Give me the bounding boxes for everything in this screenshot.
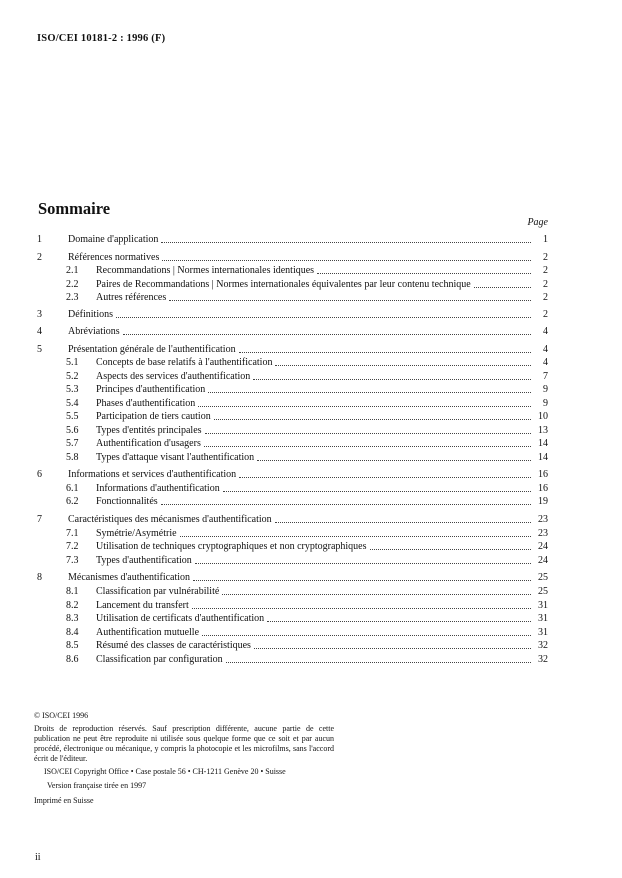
toc-entry-page: 31 [538, 627, 548, 638]
toc-entry [37, 325, 548, 338]
toc-entry-page: 14 [538, 438, 548, 449]
toc-dot-leader [192, 607, 531, 609]
toc-entry-page: 7 [543, 371, 548, 382]
page-number: ii [35, 852, 41, 863]
toc-entry [37, 513, 548, 526]
toc-entry-title: Principes d'authentification [96, 384, 206, 395]
toc-dot-leader [161, 241, 531, 243]
toc-entry [37, 571, 548, 584]
toc-entry [37, 410, 548, 423]
toc-entry-title: Autres références [96, 292, 167, 303]
toc-dot-leader [169, 299, 531, 301]
toc-entry-page: 32 [538, 654, 548, 665]
toc-entry-title: Définitions [68, 309, 113, 320]
toc-dot-leader [208, 391, 531, 393]
toc-entry-title: Fonctionnalités [96, 496, 158, 507]
toc-entry-title: Types d'entités principales [96, 425, 202, 436]
toc-entry-number: 8.2 [66, 600, 79, 611]
toc-entry [37, 251, 548, 264]
toc-entry [37, 278, 548, 291]
toc-entry [37, 264, 548, 277]
toc-dot-leader [317, 272, 531, 274]
toc-entry-page: 1 [543, 234, 548, 245]
document-reference: ISO/CEI 10181-2 : 1996 (F) [37, 33, 166, 44]
toc-dot-leader [161, 503, 531, 505]
toc-entry [37, 437, 548, 450]
toc-entry-page: 31 [538, 600, 548, 611]
toc-entry-page: 9 [543, 398, 548, 409]
toc-entry-title: Informations d'authentification [96, 483, 220, 494]
toc-entry-page: 23 [538, 514, 548, 525]
toc-entry-title: Références normatives [68, 252, 160, 263]
page-title: Sommaire [38, 199, 111, 218]
toc-entry-page: 24 [538, 541, 548, 552]
toc-entry-title: Résumé des classes de caractéristiques [96, 640, 251, 651]
toc-entry-number: 8.1 [66, 586, 79, 597]
toc-entry-number: 7.3 [66, 555, 79, 566]
toc-dot-leader [198, 405, 531, 407]
toc-entry-page: 2 [543, 292, 548, 303]
toc-entry-page: 31 [538, 613, 548, 624]
toc-dot-leader [123, 333, 531, 335]
toc-entry-number: 1 [37, 234, 42, 245]
version-note: Version française tirée en 1997 [47, 781, 147, 790]
toc-entry-number: 7.1 [66, 528, 79, 539]
toc-entry-number: 3 [37, 309, 42, 320]
toc-entry-number: 7 [37, 514, 42, 525]
toc-entry-title: Abréviations [68, 326, 120, 337]
toc-entry-title: Concepts de base relatifs à l'authentification [96, 357, 273, 368]
toc-entry [37, 424, 548, 437]
toc-dot-leader [275, 364, 531, 366]
toc-entry-title: Informations et services d'authentification [68, 469, 237, 480]
toc-entry-number: 4 [37, 326, 42, 337]
toc-dot-leader [223, 490, 531, 492]
toc-dot-leader [205, 432, 531, 434]
toc-dot-leader [226, 661, 531, 663]
toc-dot-leader [214, 418, 531, 420]
toc-entry-title: Authentification d'usagers [96, 438, 201, 449]
toc-entry-page: 16 [538, 469, 548, 480]
toc-dot-leader [195, 562, 531, 564]
toc-entry-title: Authentification mutuelle [96, 627, 200, 638]
toc-entry-page: 4 [543, 357, 548, 368]
toc-entry-page: 16 [538, 483, 548, 494]
toc-entry-page: 9 [543, 384, 548, 395]
toc-dot-leader [202, 634, 531, 636]
toc-dot-leader [239, 351, 531, 353]
toc-dot-leader [162, 259, 531, 261]
toc-entry [37, 451, 548, 464]
toc-entry-number: 8.4 [66, 627, 79, 638]
page-column-label: Page [527, 217, 548, 228]
toc-entry-title: Domaine d'application [68, 234, 159, 245]
toc-entry [37, 495, 548, 508]
publisher-address: ISO/CEI Copyright Office • Case postale 56 • CH-1211 Genève 20 • Suisse [44, 767, 286, 776]
toc-entry-number: 2.1 [66, 265, 79, 276]
toc-entry [37, 585, 548, 598]
toc-dot-leader [370, 548, 532, 550]
toc-entry [37, 599, 548, 612]
toc-entry [37, 626, 548, 639]
toc-entry-title: Paires de Recommandations | Normes internationales équivalentes par leur contenu technique [96, 279, 471, 290]
toc-dot-leader [254, 647, 531, 649]
toc-entry-number: 6.1 [66, 483, 79, 494]
toc-entry-number: 5 [37, 344, 42, 355]
toc-entry-title: Symétrie/Asymétrie [96, 528, 177, 539]
toc-entry-title: Classification par vulnérabilité [96, 586, 220, 597]
toc-entry-page: 4 [543, 344, 548, 355]
toc-entry-title: Types d'attaque visant l'authentification [96, 452, 255, 463]
toc-entry [37, 540, 548, 553]
toc-entry-number: 2.3 [66, 292, 79, 303]
toc-entry-number: 5.2 [66, 371, 79, 382]
rights-statement: Droits de reproduction réservés. Sauf prescription différente, aucune partie de cette publication ne peut être reproduite ni utilisée sous quelque forme que ce soit et par aucun procédé, électronique ou mécanique, y compris la photocopie et les microfilms, sans l'accord écrit de l'éditeur. [34, 724, 334, 763]
toc-entry-title: Participation de tiers caution [96, 411, 211, 422]
toc-entry-title: Lancement du transfert [96, 600, 189, 611]
toc-entry-number: 2 [37, 252, 42, 263]
toc-entry-number: 5.7 [66, 438, 79, 449]
toc-dot-leader [193, 579, 531, 581]
toc-entry-title: Aspects des services d'authentification [96, 371, 251, 382]
copyright-notice: © ISO/CEI 1996 [34, 711, 89, 720]
toc-entry [37, 482, 548, 495]
toc-dot-leader [222, 593, 531, 595]
toc-entry-page: 32 [538, 640, 548, 651]
toc-entry-number: 6 [37, 469, 42, 480]
toc-entry-number: 5.1 [66, 357, 79, 368]
toc-entry-number: 5.3 [66, 384, 79, 395]
toc-entry-number: 7.2 [66, 541, 79, 552]
toc-entry-number: 8.5 [66, 640, 79, 651]
toc-entry [37, 397, 548, 410]
toc-dot-leader [180, 535, 531, 537]
toc-entry [37, 370, 548, 383]
toc-entry-title: Mécanismes d'authentification [68, 572, 191, 583]
toc-entry-page: 19 [538, 496, 548, 507]
toc-entry [37, 308, 548, 321]
toc-entry-title: Recommandations | Normes internationales identiques [96, 265, 315, 276]
toc-entry [37, 554, 548, 567]
toc-entry [37, 527, 548, 540]
toc-entry-page: 10 [538, 411, 548, 422]
toc-dot-leader [267, 620, 531, 622]
toc-dot-leader [257, 459, 531, 461]
toc-entry-title: Phases d'authentification [96, 398, 196, 409]
toc-entry [37, 653, 548, 666]
toc-dot-leader [253, 378, 531, 380]
toc-entry-page: 4 [543, 326, 548, 337]
toc-entry [37, 356, 548, 369]
toc-entry-page: 2 [543, 279, 548, 290]
toc-entry-page: 13 [538, 425, 548, 436]
toc-entry-page: 23 [538, 528, 548, 539]
printed-in: Imprimé en Suisse [34, 796, 94, 805]
toc-entry-page: 25 [538, 572, 548, 583]
toc-entry-page: 2 [543, 252, 548, 263]
toc-entry-page: 2 [543, 265, 548, 276]
toc-entry-number: 5.5 [66, 411, 79, 422]
toc-dot-leader [474, 286, 531, 288]
toc-entry-page: 25 [538, 586, 548, 597]
toc-entry-number: 8.3 [66, 613, 79, 624]
toc-entry-title: Classification par configuration [96, 654, 223, 665]
toc-entry-title: Types d'authentification [96, 555, 192, 566]
toc-dot-leader [239, 476, 531, 478]
toc-entry [37, 639, 548, 652]
toc-entry-number: 8 [37, 572, 42, 583]
toc-entry-number: 5.8 [66, 452, 79, 463]
toc-dot-leader [116, 316, 531, 318]
toc-entry-page: 14 [538, 452, 548, 463]
toc-dot-leader [204, 445, 531, 447]
toc-entry [37, 343, 548, 356]
toc-entry-title: Utilisation de techniques cryptographiques et non cryptographiques [96, 541, 367, 552]
toc-entry-title: Présentation générale de l'authentification [68, 344, 236, 355]
toc-dot-leader [275, 521, 531, 523]
toc-entry-page: 2 [543, 309, 548, 320]
toc-entry-number: 2.2 [66, 279, 79, 290]
toc-entry-number: 8.6 [66, 654, 79, 665]
toc-entry-title: Caractéristiques des mécanismes d'authentification [68, 514, 272, 525]
toc-entry [37, 383, 548, 396]
toc-entry [37, 468, 548, 481]
toc-entry-page: 24 [538, 555, 548, 566]
toc-entry [37, 612, 548, 625]
toc-entry [37, 291, 548, 304]
toc-entry-number: 5.4 [66, 398, 79, 409]
toc-entry-title: Utilisation de certificats d'authentification [96, 613, 265, 624]
toc-entry-number: 5.6 [66, 425, 79, 436]
toc-entry [37, 233, 548, 246]
toc-entry-number: 6.2 [66, 496, 79, 507]
